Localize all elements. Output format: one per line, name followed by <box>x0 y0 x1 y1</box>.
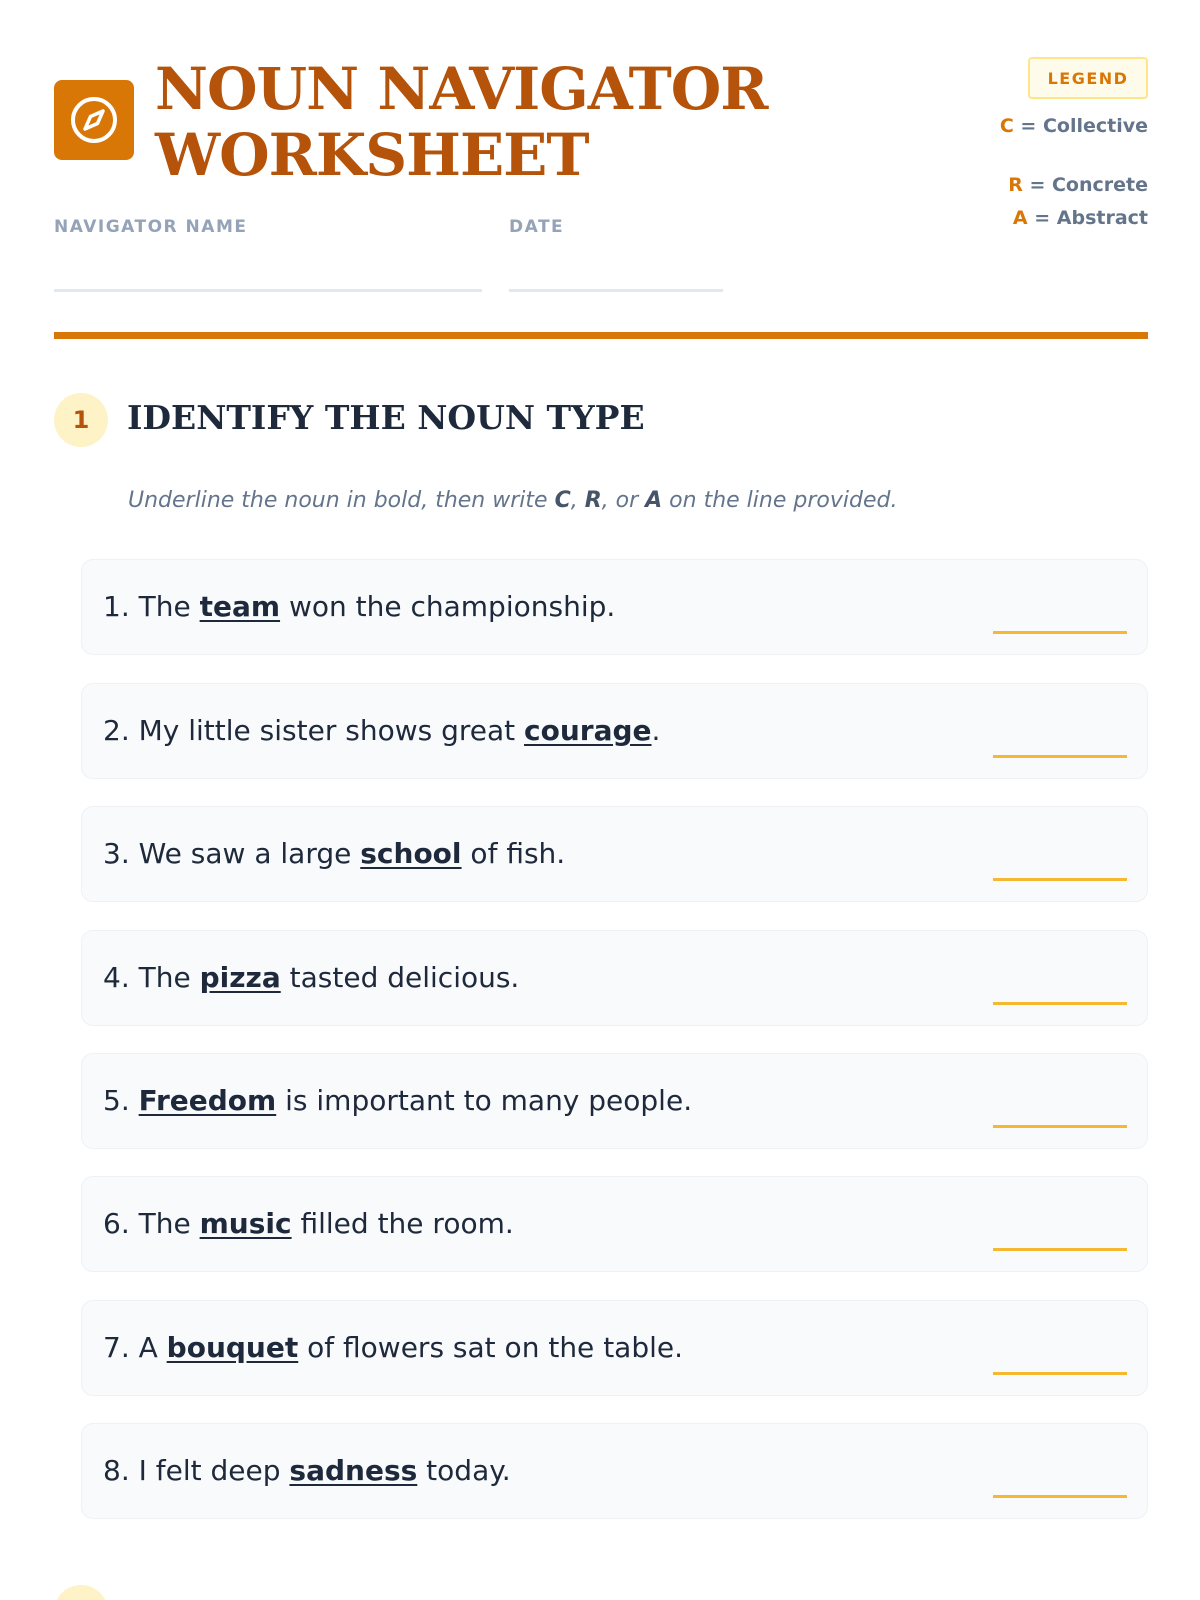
question-item <box>81 806 1148 902</box>
legend-text: = Concrete <box>1022 174 1148 196</box>
question-noun: bouquet <box>166 1331 299 1364</box>
question-post: is important to many people. <box>276 1084 693 1117</box>
question-item <box>81 1053 1148 1149</box>
instructions-sep: , or <box>601 488 646 513</box>
question-item <box>81 559 1148 655</box>
answer-line[interactable] <box>993 1002 1127 1005</box>
instructions-sep: , <box>570 488 585 513</box>
question-noun: school <box>360 837 462 870</box>
instructions-text: Underline the noun in bold, then write <box>128 488 555 513</box>
question-text <box>103 961 519 994</box>
instructions <box>128 488 897 513</box>
legend-item-collective <box>968 113 1148 139</box>
legend-text: = Abstract <box>1027 207 1148 229</box>
question-noun: team <box>199 590 281 623</box>
question-item <box>81 683 1148 779</box>
question-pre: 7. A <box>103 1331 167 1364</box>
question-pre: 6. The <box>103 1207 200 1240</box>
question-text <box>103 837 565 870</box>
question-post: . <box>651 714 661 747</box>
compass-icon <box>54 80 134 160</box>
legend-key: C <box>999 115 1014 137</box>
question-pre: 8. I felt deep <box>103 1454 290 1487</box>
instructions-key-c: C <box>554 488 571 513</box>
instructions-key-a: A <box>645 488 663 513</box>
question-post: of fish. <box>461 837 566 870</box>
question-pre: 3. We saw a large <box>103 837 361 870</box>
question-noun: music <box>199 1207 292 1240</box>
question-post: of flowers sat on the table. <box>298 1331 684 1364</box>
question-pre: 5. <box>103 1084 139 1117</box>
question-post: won the championship. <box>280 590 616 623</box>
question-text <box>103 590 615 623</box>
legend-key: R <box>1008 174 1023 196</box>
question-item <box>81 1176 1148 1272</box>
answer-line[interactable] <box>993 1372 1127 1375</box>
question-post: today. <box>417 1454 511 1487</box>
question-item <box>81 930 1148 1026</box>
question-noun: Freedom <box>138 1084 277 1117</box>
answer-line[interactable] <box>993 1248 1127 1251</box>
navigator-name-field[interactable] <box>54 289 482 292</box>
question-post: filled the room. <box>291 1207 514 1240</box>
legend-item-concrete <box>968 172 1148 198</box>
question-noun: pizza <box>199 961 281 994</box>
legend-key: A <box>1012 207 1028 229</box>
question-noun: sadness <box>289 1454 418 1487</box>
date-field[interactable] <box>509 289 723 292</box>
answer-line[interactable] <box>993 631 1127 634</box>
question-pre: 2. My little sister shows great <box>103 714 525 747</box>
instructions-text: on the line provided. <box>662 488 898 513</box>
section-number: 1 <box>54 393 108 447</box>
legend-item-abstract <box>968 205 1148 231</box>
question-pre: 4. The <box>103 961 200 994</box>
section-title: IDENTIFY THE NOUN TYPE <box>127 398 645 437</box>
question-post: tasted delicious. <box>280 961 520 994</box>
navigator-name-label: NAVIGATOR NAME <box>54 217 248 237</box>
date-label: DATE <box>509 217 565 237</box>
legend-badge: LEGEND <box>1028 57 1148 99</box>
question-text <box>103 1331 683 1364</box>
header-divider <box>54 332 1148 339</box>
answer-line[interactable] <box>993 878 1127 881</box>
answer-line[interactable] <box>993 1495 1127 1498</box>
question-text <box>103 1084 692 1117</box>
instructions-key-r: R <box>584 488 602 513</box>
answer-line[interactable] <box>993 1125 1127 1128</box>
question-text <box>103 1454 511 1487</box>
question-pre: 1. The <box>103 590 200 623</box>
legend-text: = Collective <box>1013 115 1148 137</box>
next-section-number <box>54 1585 108 1600</box>
title-line-2: WORKSHEET <box>155 121 589 189</box>
question-item <box>81 1423 1148 1519</box>
answer-line[interactable] <box>993 755 1127 758</box>
page-title <box>155 56 768 188</box>
question-noun: courage <box>524 714 652 747</box>
question-text <box>103 714 660 747</box>
title-line-1: NOUN NAVIGATOR <box>155 55 768 123</box>
question-text <box>103 1207 514 1240</box>
question-item <box>81 1300 1148 1396</box>
